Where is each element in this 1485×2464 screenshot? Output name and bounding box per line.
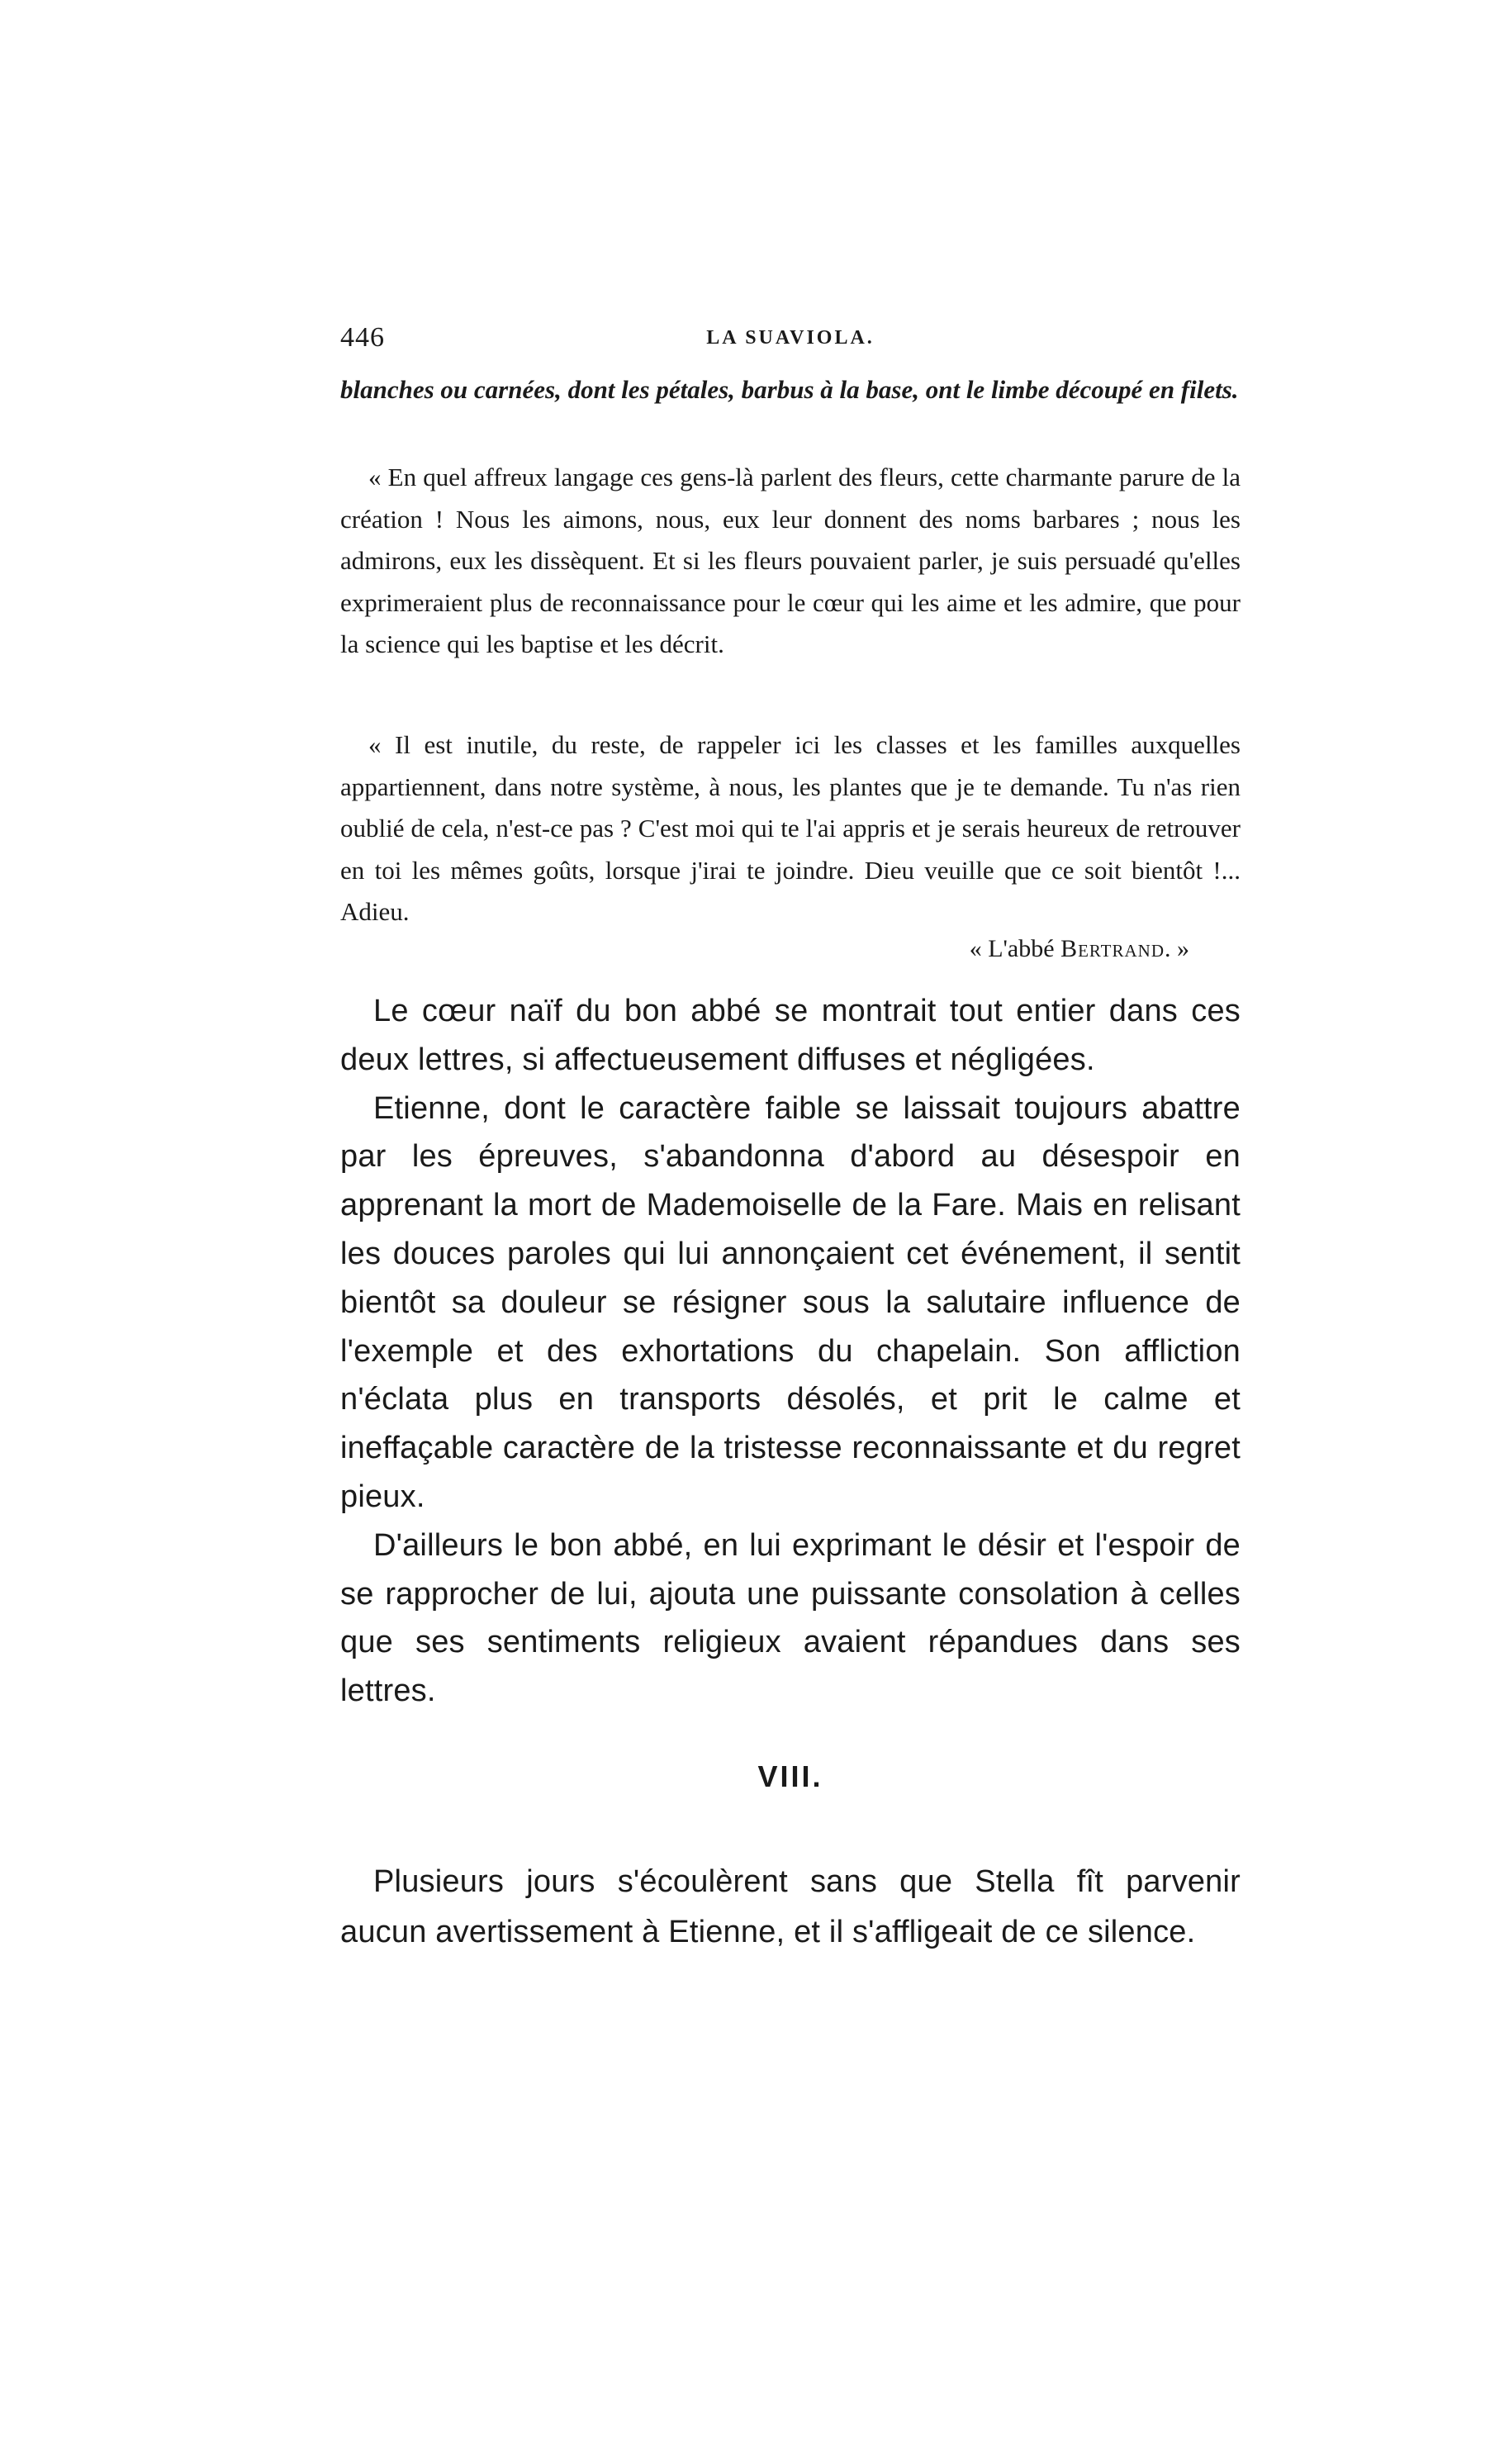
signature-suffix: . » <box>1165 935 1189 962</box>
page-header <box>340 322 1241 363</box>
signature-name: Bertrand <box>1060 935 1165 962</box>
signature-prefix: « L'abbé <box>969 935 1055 962</box>
body-paragraph-2: Etienne, dont le caractère faible se laissait toujours abattre par les épreuves, s'abandonna d'abord au désespoir en apprenant la mort de Mademoiselle de la Fare. Mais en relisant les douces paroles qui lui annonçaient cet événement, il sentit bientôt sa douleur se résigner sous la salutaire influence de l'exemple et des exhortations du chapelain. Son affliction n'éclata plus en transports désolés, et prit le calme et ineffaçable caractère de la tristesse reconnaissante et du regret pieux. <box>340 1090 1241 1514</box>
letter-paragraph-2: « Il est inutile, du reste, de rappeler ici les classes et les familles auxquelles appartiennent, dans notre système, à nous, les plantes que je te demande. Tu n'as rien oublié de cela, n'est-ce pas ? C'est moi qui te l'ai appris et je serais heureux de retrouver en toi les mêmes goûts, lorsque j'irai te joindre. Dieu veuille que ce soit bientôt !... Adieu. <box>340 730 1241 926</box>
letter-signature <box>340 935 1189 963</box>
italic-intro-text: blanches ou carnées, dont les pétales, barbus à la base, ont le limbe découpé en filets. <box>340 375 1239 404</box>
italic-intro-block <box>340 369 1241 411</box>
body-paragraph-1: Le cœur naïf du bon abbé se montrait tout entier dans ces deux lettres, si affectueusement diffuses et négligées. <box>340 994 1241 1077</box>
page-number: 446 <box>340 322 385 353</box>
section-paragraph-1: Plusieurs jours s'écoulèrent sans que Stella fît parvenir aucun avertissement à Etienne, et il s'affligeait de ce silence. <box>340 1864 1241 1949</box>
letter-paragraph-2-block <box>340 724 1241 933</box>
section-heading: VIII. <box>757 1759 823 1793</box>
main-body <box>340 987 1241 1716</box>
letter-paragraph-1-block <box>340 457 1241 666</box>
letter-paragraph-1: « En quel affreux langage ces gens-là parlent des fleurs, cette charmante parure de la création ! Nous les aimons, nous, eux leur donnent des noms barbares ; nous les admirons, eux les dissèquent. Et si les fleurs pouvaient parler, je suis persuadé qu'elles exprimeraient plus de reconnaissance pour le cœur qui les aime et les admire, que pour la science qui les baptise et les décrit. <box>340 463 1241 658</box>
section-body <box>340 1857 1241 1958</box>
running-title: LA SUAVIOLA. <box>706 327 875 349</box>
body-paragraph-3: D'ailleurs le bon abbé, en lui exprimant le désir et l'espoir de se rapprocher de lui, ajouta une puissante consolation à celles que ses sentiments religieux avaient répandues dans ses lettres. <box>340 1527 1241 1709</box>
